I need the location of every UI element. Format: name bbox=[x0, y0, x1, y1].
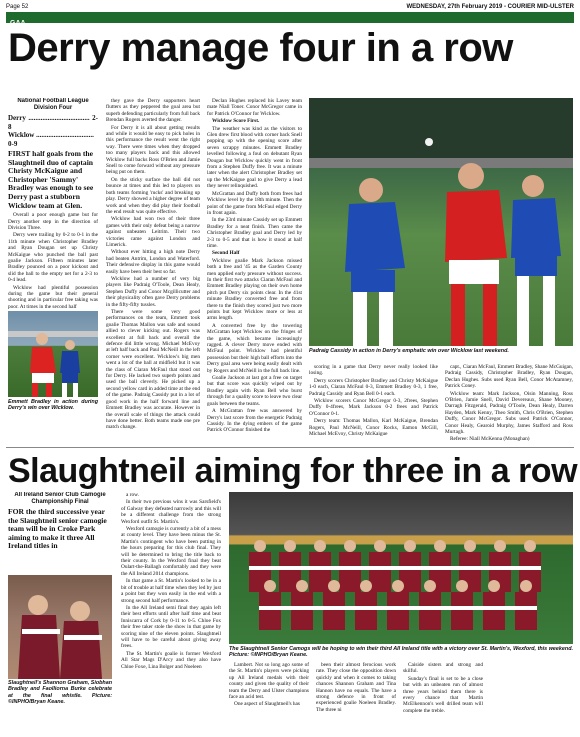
photo-padraig-cassidy bbox=[309, 98, 573, 346]
paragraph: Second Half bbox=[212, 250, 240, 257]
paragraph: On the sticky surface the ball did not bounce at times and this led to players on both teams forming 'rucks' and breaking up play. Derry showed a higher degree of team work and when they did play their football the end result was quite effective. bbox=[106, 176, 200, 215]
paragraph: Derry were trailing by 0-2 to 0-1 in the 11th minute when Christopher Bradley and Ryan Dougan set up Christy McKaigue who punched the ball past goalie Jackson. Fifteen minutes later Bradley pounced on a poor kickout and slid the ball to the empty net for a 2-3 to 0-4 lead. bbox=[8, 232, 98, 284]
section-bar bbox=[6, 12, 574, 27]
caption-4: The Slaughtneil Senior Camogs will be hoping to win their third All Ireland title with a victory over St. Martin's, Wexford, this weekend. Picture: ©INPHO/Bryan Keane. bbox=[229, 646, 573, 659]
paragraph: There were some very good performances on the team, Emmett took goalie Thomas Mallon was safe and sound allied to clever kicking out. Rogers was excellent at full back and overall the defence did little wrong. Michael McEvoy at left half back and Paul McNeill in the left corner were excellent. Wicklow's big men went a lot of the ball at midfield but it was the class of Ciaran McFaul that stood out for Derry. He lacked two superb points and used the ball cleverly. He picked up a second yellow card in added time at the end of the game. Padraig Cassidy put in a lot of good work in the half forward line and Emmett Bradley was accurate. However in the overall scale of things the attack could have done better. Both teams made one pre match change. bbox=[106, 309, 200, 431]
paragraph: Wicklow goalie Mark Jackson missed both a free and '45 as the Garden County men applied early pressure without success. In their first two attacks Ciaran McFaul and Emmett Bradley playing on their own home pitch put Derry six points clear. In the 41st minute Bradley converted free and from there to the finish they scored just two more points but kept Wicklow more or less at arms length. bbox=[207, 257, 302, 322]
photo-team bbox=[229, 492, 573, 644]
story2-col5 bbox=[403, 662, 483, 722]
score-away bbox=[8, 131, 98, 140]
paragraph: In the 23rd minute Cassidy set up Emmett Bradley for a neat finish. Then came the Christopher Bradley goal and Derry led by 2-3 to 0-5 and that is how it stood at half time. bbox=[207, 217, 302, 249]
match-action-illustration bbox=[309, 98, 573, 346]
paragraph: For Derry it is all about getting results and while it would be easy to pick holes in this performance the result went the right way. There were times when they dropped too many players back and this allowed Wicklow full backs Ross O'Brien and Jamie Snell to come forward without any pressure being put on them. bbox=[106, 124, 200, 176]
paragraph: Declan Hughes replaced his Lavey team mate Niall Toner. Conor McGregor came in for Patrick O'Connor for Wicklow. bbox=[207, 98, 302, 117]
team-photo-illustration bbox=[229, 492, 573, 644]
paragraph: Wicklow had won two of their three games with their only defeat being a narrow against unbeaten Leitrim. Their two victories came against London and Limerick. bbox=[106, 216, 200, 248]
paragraph: Goalie Jackson at last got a free on target but that score was quickly wiped out by Bradley again with Ryan Bell who burst through for a quality score to leave two clear goals between the teams. bbox=[207, 375, 302, 407]
player-figure-illustration bbox=[8, 311, 98, 397]
page-header bbox=[6, 3, 574, 11]
section-label: GAA bbox=[10, 20, 26, 27]
caption-1: Emmett Bradley in action during Derry's win over Wicklow. bbox=[8, 399, 98, 412]
story2-col4 bbox=[316, 662, 396, 722]
score-home: Derry ................................... 2-8 bbox=[8, 114, 98, 131]
paragraph: Derry scorers Christopher Bradley and Christy McKaigue 1-0 each, Ciaran McFaul 0-3, Emmett Bradley 0-3, 1 free, Padraig Cassidy and Ryan Bell 0-1 each. bbox=[309, 377, 438, 397]
score-away-value: 0-9 bbox=[8, 139, 18, 148]
paragraph: A McGrattan free was answered by Derry's last score from the energetic Padraig Cassidy. In the dying embers of the game Patrick O'Connor finished the bbox=[207, 408, 302, 434]
paragraph: One aspect of Slaughtneil's has bbox=[234, 701, 300, 708]
story-divider bbox=[6, 447, 574, 448]
kicker-2: All Ireland Senior Club Camogie Championship Final bbox=[14, 492, 106, 505]
paragraph: they gave the Derry supporters heart flutters as they peppered the goal area but superb defending particularly from full back Brendan Rogers averted the danger. bbox=[106, 98, 200, 124]
paragraph: In the All Ireland semi final they again left their best efforts until after half time and beat Inniscarra of Cork by 0-11 to 0-5. Chloe Fox their free taker stole the show in that game by scoring nine of the eleven points. Slaughtneil will have to be careful about giving away frees. bbox=[121, 604, 221, 650]
paragraph: Wexford camogie is currently a bit of a mess at county level. They have been minus the St. Martin's contingent who have been putting in the hours preparing for this club final. They will be determined to bring the title back to their county. In the Wexford final they beat Oulart-the-Ballagh comfortably and they were the All Ireland 2014 champions. bbox=[121, 526, 221, 577]
story1-col2 bbox=[106, 98, 200, 443]
paragraph: Lambert. Not so long ago some of the St. Martin's players were picking up All Ireland medals with their county and given the quality of their team the Derry and Ulster champions face an acid test. bbox=[229, 662, 309, 701]
story2-col2 bbox=[121, 492, 221, 722]
paragraph: In that game a St. Martin's looked to be in a bit of trouble at half time when they led by just a point but they won easily in the end with a strong second half performance. bbox=[121, 578, 221, 604]
paragraph: In their two previous wins it was Sarsfield's of Galway they defeated narrowly and this will be a different challenge from the strong Wexford outfit St. Martin's. bbox=[121, 499, 221, 525]
lead-1: FIRST half goals from the Slaughtneil duo of captain Christy McKaigue and Christopher 'Sammy' Bradley was enough to see Derry past a stubborn Wicklow team at Glen. bbox=[8, 149, 94, 210]
paragraph: Wicklow scorers Conor McGregor 0-3, 2frees, Stephen Duffy 0-4frees, Mark Jackson 0-2 frees and Patrick O'Connor 0-1. bbox=[309, 398, 438, 417]
caption-3: Slaughtneil's Shannon Graham, Siobhan Bradley and Faolliorna Burke celebrate at the final whistle. Picture: ©INPHO/Bryan Keane. bbox=[8, 680, 112, 705]
lead-2: FOR the third successive year the Slaughtneil senior camogie team will be in Croke Park aiming to make it three All Ireland titles in bbox=[8, 507, 107, 551]
paragraph: Sunday's final is set to be a close but with an unbeaten run of almost three years behind them there is every chance that Martin McElkennon's well drilled team will complete the treble. bbox=[403, 675, 483, 714]
paragraph: Wicklow had a number of very big players like Padraig O'Toole, Dean Healy, Stephen Duffy and Conor Mcgillicutter and their physicality often gave Derry problems in the fifty-fifty tussles. bbox=[106, 275, 200, 308]
paragraph: a row. bbox=[126, 492, 139, 498]
paragraph: Derry team: Thomas Mallon, Karl McKaigue, Brendan Rogers, Paul McNeill, Conor Rocks, Eamon McGill, Michael McEvoy, Christy McKaigue bbox=[309, 418, 438, 438]
photo-celebration bbox=[8, 575, 112, 679]
headline-1: Derry manage four in a row bbox=[8, 26, 513, 70]
paragraph: been their almost ferocious work rate. They close the opposition down quickly and when it comes to taking chances Shannon Graham and Tina Hannon have no equals. The have a strong defence in front of experienced goalie Noeleen Bradley. The three ni bbox=[316, 662, 396, 713]
kicker-1: National Football League Division Four bbox=[17, 98, 89, 111]
paragraph: Referee: Niall McKenna (Monaghan) bbox=[450, 436, 530, 443]
paragraph: capt., Ciaran McFaul, Emmett Bradley, Shane McGuigan, Padraig Cassidy, Christopher Bradley, Ryan Dougan, Declan Hughes. Subs used Ryan Bell, Conor McAtamney, Patrick Coney. bbox=[445, 364, 573, 390]
paragraph: Overall a poor enough game but for Derry another step in the direction of Division Three. bbox=[8, 212, 98, 231]
headline-2: Slaughtneil aiming for three in a row bbox=[8, 452, 578, 490]
paragraph: Without ever hitting a high note Derry had beaten Antrim, London and Waterford. Their defensive display in this game would easily have been their best so far. bbox=[106, 249, 200, 275]
paragraph: Caiside sisters and strong and skilful. bbox=[403, 662, 483, 675]
photo-emmett-bradley bbox=[8, 311, 98, 397]
paragraph: Wicklow team: Mark Jackson, Oisin Manning, Ross O'Brien, Jamie Snell, David Devereaux, Shane Mooney, Darragh Fitzgerald, Padraig O'Toole, Dean Healy, Darren Hayden, Mark Kenny, Theo Smith, Chris O'Brien, Stephen Duffy, Conor McGregor. Subs used Patrick O'Connor, Conor Healy, Gearoid Murphy, James Stafford and Ross Murtagh. bbox=[445, 390, 573, 436]
celebration-illustration bbox=[8, 575, 112, 679]
story2-col3 bbox=[229, 662, 309, 722]
caption-2: Padraig Cassidy in action in Derry's emphatic win over Wicklow last weekend. bbox=[309, 348, 509, 354]
story1-col4 bbox=[309, 364, 438, 444]
story1-col5 bbox=[445, 364, 573, 444]
paragraph: scoring in a game that Derry never really looked like losing. bbox=[309, 364, 438, 377]
story1-col1 bbox=[8, 98, 98, 310]
paragraph: The St. Martin's goalie is former Wexford All Star Mags D'Arcy and they also have Chloe Foxe, Lina Bolger and Noeleen bbox=[121, 650, 221, 670]
paragraph: Wicklow Score First. bbox=[212, 118, 260, 125]
page-number: Page 52 bbox=[6, 4, 29, 10]
paragraph: McGrattan and Duffy both from frees had Wicklow level by the 18th minute. Then the point of the game from McFaul edged Derry in front again. bbox=[207, 190, 302, 216]
paragraph: The weather was kind as the visitors to Glen drew first blood with corner back Snell popping up with the opening score after seven scrappy minutes. Emmett Bradley levelled following a foul on debutant Ryan Dougan but Wicklow quickly went in front from a Stephen Duffy free. It was a minute later when the alert Christopher Bradley set up the McKaigue goal to give Derry a lead they never relinquished. bbox=[207, 125, 302, 190]
score-away-label: Wicklow ................................. bbox=[8, 131, 94, 139]
paragraph: A converted free by the towering McGrattan kept Wicklow on the fringes of the game, which became increasingly ragged. A clever Derry move ended with McFaul point. Wicklow had plentiful possession but their high ball efforts into the Derry goal area were being easily dealt with by Rogers and McNeill in the full back line. bbox=[207, 322, 302, 374]
paragraph: Wicklow had plentiful possession during the game but their general shooting and in particular free taking was poor. At times in the second half bbox=[8, 284, 98, 310]
story1-col3 bbox=[207, 98, 302, 443]
dateline: WEDNESDAY, 27th February 2019 - COURIER MID-ULSTER bbox=[406, 4, 574, 10]
